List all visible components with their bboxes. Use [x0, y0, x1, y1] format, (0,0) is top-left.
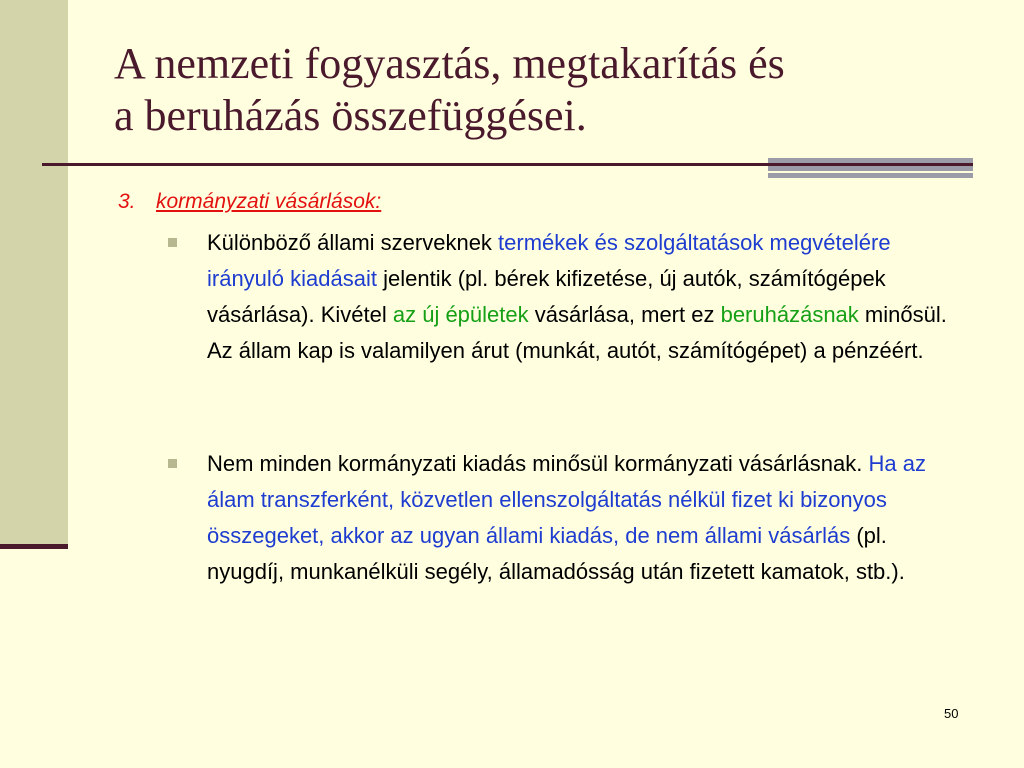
- bullet2-highlight-1: Ha az álam transzferként, közvetlen ellenszolgáltatás nélkül fizet ki bizonyos összegeket, akkor az ugyan állami kiadás, de nem állami vásárlás: [207, 451, 926, 548]
- bullet1-highlight-3: beruházásnak: [720, 302, 859, 327]
- square-bullet-icon: [168, 238, 177, 247]
- bullet1-text-3: vásárlása, mert ez: [528, 302, 721, 327]
- slide-title-line1: A nemzeti fogyasztás, megtakarítás és: [114, 39, 785, 88]
- slide-title-line2: a beruházás összefüggései.: [114, 91, 587, 140]
- bullet1-text-1: Különböző állami szerveknek: [207, 230, 499, 255]
- section-label: kormányzati vásárlások:: [156, 190, 382, 213]
- title-rule-accent: [768, 158, 973, 178]
- bullet1-text-4: minősül. Az állam kap is valamilyen árut (munkát, autót, számítógépet) a pénzéért.: [207, 302, 947, 363]
- section-heading: [118, 190, 381, 214]
- bullet1-text-2: jelentik (pl. bérek kifizetése, új autók, számítógépek vásárlása). Kivétel: [207, 266, 886, 327]
- bullet1-highlight-1: termékek és szolgáltatások megvételére irányuló kiadásait: [207, 230, 891, 291]
- bullet-item-1: [207, 225, 967, 369]
- bullet2-text-1: Nem minden kormányzati kiadás minősül kormányzati vásárlásnak.: [207, 451, 869, 476]
- square-bullet-icon: [168, 459, 177, 468]
- bullet1-highlight-2: az új épületek: [392, 302, 529, 327]
- page-number: 50: [944, 706, 959, 721]
- bullet-item-2: [207, 446, 967, 590]
- left-accent-line: [0, 544, 68, 549]
- left-accent-bar: [0, 0, 68, 546]
- title-rule: [42, 163, 973, 166]
- slide-title: [114, 38, 994, 142]
- bullet2-text-2: (pl. nyugdíj, munkanélküli segély, államadósság után fizetett kamatok, stb.).: [207, 523, 905, 584]
- section-number: 3.: [118, 190, 136, 213]
